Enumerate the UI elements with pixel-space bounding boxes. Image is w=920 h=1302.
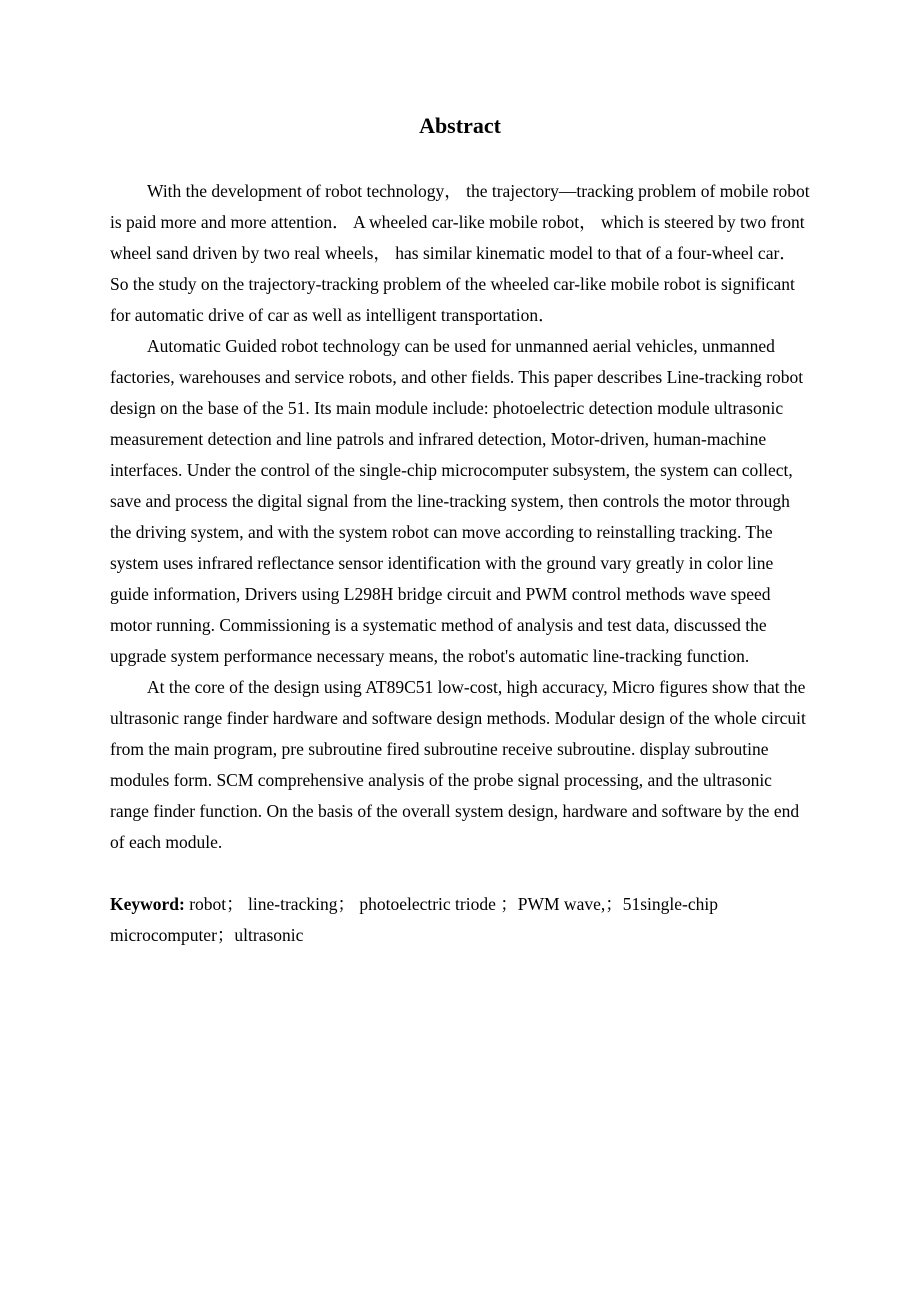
abstract-paragraph-1: With the development of robot technology， the trajectory—tracking problem of mobile robot is paid more and more attention． A wheeled car-like mobile robot， which is steered by two front wheel sand driven by two real wheels， has similar kinematic model to that of a four-wheel car． So the study on the trajectory-tracking problem of the wheeled car-like mobile robot is significant for automatic drive of car as well as intelligent transportation． — [110, 181, 810, 325]
abstract-paragraph-3: At the core of the design using AT89C51 low-cost, high accuracy, Micro figures show that the ultrasonic range finder hardware and software design methods. Modular design of the whole circuit from the main program, pre subroutine fired subroutine receive subroutine. display subroutine modules form. SCM comprehensive analysis of the probe signal processing, and the ultrasonic range finder function. On the basis of the overall system design, hardware and software by the end of each module. — [110, 677, 806, 852]
keywords-label: Keyword: — [110, 894, 185, 914]
keywords-list: robot； line-tracking； photoelectric triode ；PWM wave,；51single-chip microcomputer；ultrasonic — [110, 894, 718, 945]
keywords-line — [110, 889, 815, 951]
abstract-title: Abstract — [419, 113, 501, 138]
abstract-body — [110, 176, 815, 951]
abstract-paragraph-2: Automatic Guided robot technology can be used for unmanned aerial vehicles, unmanned factories, warehouses and service robots, and other fields. This paper describes Line-tracking robot design on the base of the 51. Its main module include: photoelectric detection module ultrasonic measurement detection and line patrols and infrared detection, Motor-driven, human-machine interfaces. Under the control of the single-chip microcomputer subsystem, the system can collect, save and process the digital signal from the line-tracking system, then controls the motor through the driving system, and with the system robot can move according to reinstalling tracking. The system uses infrared reflectance sensor identification with the ground vary greatly in color line guide information, Drivers using L298H bridge circuit and PWM control methods wave speed motor running. Commissioning is a systematic method of analysis and test data, discussed the upgrade system performance necessary means, the robot's automatic line-tracking function. — [110, 336, 804, 666]
